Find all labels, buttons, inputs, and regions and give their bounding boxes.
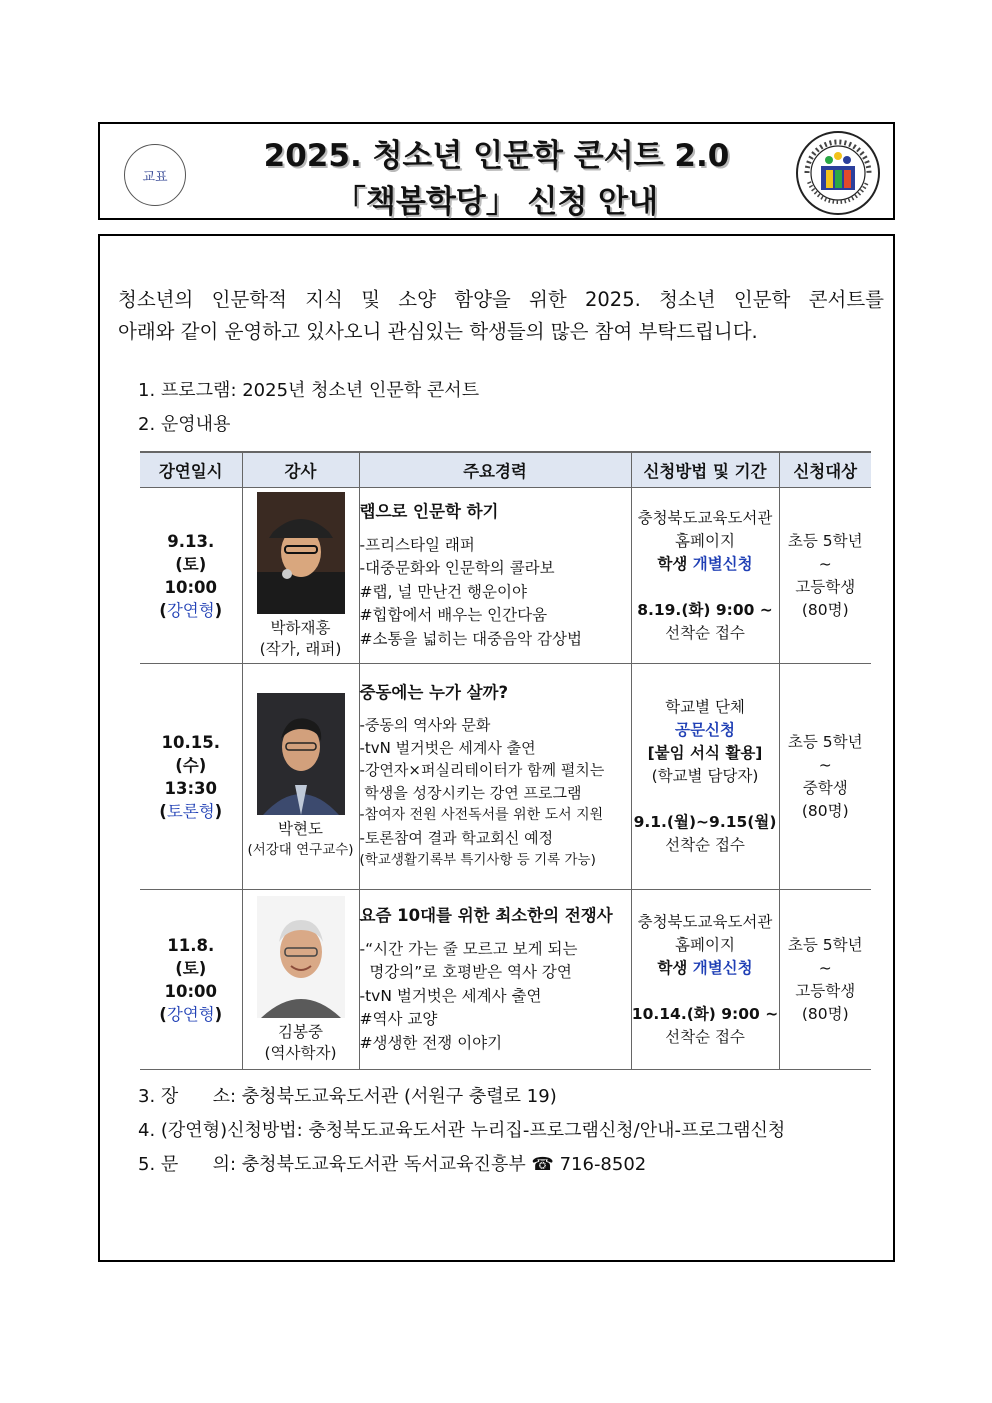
- apply-line: 홈페이지: [675, 531, 735, 550]
- career-line: #소통을 넓히는 대중음악 감상법: [359, 629, 582, 648]
- target-line: 초등 5학년: [787, 935, 863, 954]
- apply-order: 선착순 접수: [665, 1027, 745, 1046]
- apply-method: 개별신청: [692, 958, 753, 977]
- apply-order: 선착순 접수: [665, 836, 745, 854]
- speaker-role: (작가, 래퍼): [259, 639, 342, 658]
- apply-cell: [631, 488, 779, 664]
- apply-line: 홈페이지: [675, 935, 735, 954]
- session-type: 강연형: [166, 600, 215, 620]
- title-line-2: 「책봄학당」 신청 안내: [334, 184, 659, 220]
- apply-form: [붙임 서식 활용]: [647, 744, 763, 762]
- item-program: 1. 프로그램: 2025년 청소년 인문학 콘서트: [138, 380, 480, 401]
- library-logo-icon: [795, 130, 881, 216]
- table-row: [140, 664, 871, 890]
- contact-phone: 716-8502: [553, 1154, 647, 1175]
- session-type: 토론형: [166, 801, 215, 821]
- speaker-cell: [242, 664, 359, 890]
- career-line: -대중문화와 인문학의 콜라보: [359, 559, 555, 577]
- career-line: #랩, 널 만난건 행운이야: [359, 582, 527, 601]
- career-line: -프리스타일 래퍼: [359, 535, 475, 554]
- career-line: #생생한 전쟁 이야기: [359, 1033, 503, 1052]
- apply-method: 개별신청: [692, 554, 753, 573]
- table-row: [140, 890, 871, 1070]
- target-line: 고등학생: [795, 577, 856, 596]
- program-table: [140, 451, 871, 1070]
- main-content-box: [98, 234, 895, 1262]
- target-line: 초등 5학년: [787, 531, 863, 550]
- item-apply-method: 4. (강연형)신청방법: 충청북도교육도서관 누리집-프로그램신청/안내-프로그램신청: [138, 1120, 786, 1141]
- header-date: 강연일시: [140, 452, 242, 488]
- apply-period: 9.1.(월)~9.15(월): [633, 813, 777, 831]
- career-line: -tvN 벌거벗은 세계사 출연: [359, 986, 542, 1005]
- career-title: 중동에는 누가 살까?: [359, 682, 509, 702]
- day-text: (수): [175, 755, 207, 775]
- apply-cell: [631, 890, 779, 1070]
- date-text: 10.15.: [161, 732, 220, 752]
- career-line: -토론참여 결과 학교회신 예정: [359, 828, 554, 847]
- contact-text: 5. 문 의: 충청북도교육도서관 독서교육진흥부: [138, 1154, 532, 1175]
- apply-period: 10.14.(화) 9:00 ~: [631, 1004, 779, 1023]
- table-row: [140, 488, 871, 664]
- date-text: 9.13.: [167, 531, 215, 551]
- intro-line-2: 아래와 같이 운영하고 있사오니 관심있는 학생들의 많은 참여 부탁드립니다.: [118, 320, 758, 343]
- header-career: 주요경력: [359, 452, 631, 488]
- career-line: 명강의”로 호평받은 역사 강연: [359, 963, 572, 981]
- apply-line: 충청북도교육도서관: [637, 912, 773, 931]
- session-date: 10.15. (수) 13:30 (토론형): [140, 664, 242, 890]
- header-apply: 신청방법 및 기간: [631, 452, 779, 488]
- target-cell: [779, 890, 871, 1070]
- target-count: (80명): [801, 600, 849, 619]
- item-contact: [138, 1150, 646, 1176]
- target-line: ~: [818, 958, 832, 977]
- item-operation: 2. 운영내용: [138, 414, 231, 435]
- target-count: (80명): [801, 1004, 849, 1023]
- career-line: 학생을 성장시키는 강연 프로그램: [359, 783, 582, 802]
- speaker-name: 박현도: [278, 819, 323, 838]
- time-text: 10:00: [164, 981, 218, 1001]
- career-line: #힙합에서 배우는 인간다움: [359, 606, 548, 624]
- target-cell: [779, 664, 871, 890]
- apply-who: 학생: [657, 554, 693, 573]
- speaker-photo: [257, 896, 345, 1018]
- apply-method: 공문신청: [675, 721, 735, 739]
- time-text: 13:30: [164, 778, 218, 798]
- career-cell: [359, 890, 631, 1070]
- apply-order: 선착순 접수: [665, 623, 745, 642]
- career-line: -참여자 전원 사전독서를 위한 도서 지원: [359, 807, 604, 823]
- title-line-1: 2025. 청소년 인문학 콘서트 2.0: [263, 138, 730, 174]
- day-text: (토): [175, 958, 207, 978]
- target-line: 고등학생: [795, 981, 856, 1000]
- speaker-role: (서강대 연구교수): [247, 841, 354, 858]
- session-date: 11.8. (토) 10:00 (강연형): [140, 890, 242, 1070]
- session-date: 9.13. (토) 10:00 (강연형): [140, 488, 242, 664]
- speaker-role: (역사학자): [264, 1043, 337, 1062]
- time-text: 10:00: [164, 577, 218, 597]
- speaker-photo: [257, 693, 345, 815]
- career-cell: [359, 664, 631, 890]
- career-line: #역사 교양: [359, 1010, 438, 1028]
- apply-line: 충청북도교육도서관: [637, 508, 773, 527]
- speaker-name: 박하재홍: [270, 618, 331, 637]
- date-text: 11.8.: [167, 935, 215, 955]
- career-line: -중동의 역사와 문화: [359, 716, 491, 734]
- intro-line-1: 청소년의 인문학적 지식 및 소양 함양을 위한 2025. 청소년 인문학 콘서트를: [118, 288, 884, 311]
- apply-line: 학교별 단체: [665, 698, 745, 716]
- apply-period: 8.19.(화) 9:00 ~: [637, 600, 773, 619]
- header-speaker: 강사: [242, 452, 359, 488]
- school-emblem-badge: 교표: [124, 144, 186, 206]
- speaker-cell: [242, 488, 359, 664]
- career-cell: [359, 488, 631, 664]
- speaker-cell: [242, 890, 359, 1070]
- target-line: 초등 5학년: [787, 732, 863, 751]
- career-line: (학교생활기록부 특기사항 등 기록 가능): [359, 852, 596, 868]
- career-title: 랩으로 인문학 하기: [359, 502, 499, 521]
- target-cell: [779, 488, 871, 664]
- day-text: (토): [175, 554, 207, 574]
- header-box: [98, 122, 895, 220]
- target-line: 중학생: [802, 778, 848, 797]
- career-line: -강연자×퍼실리테이터가 함께 펼치는: [359, 761, 605, 779]
- apply-contact: (학교별 담당자): [651, 767, 759, 785]
- target-line: ~: [818, 755, 832, 774]
- speaker-photo: [257, 492, 345, 614]
- target-line: ~: [818, 554, 832, 573]
- apply-cell: [631, 664, 779, 890]
- career-line: -tvN 벌거벗은 세계사 출연: [359, 738, 536, 757]
- career-line: -“시간 가는 줄 모르고 보게 되는: [359, 939, 578, 958]
- item-location: 3. 장 소: 충청북도교육도서관 (서원구 충렬로 19): [138, 1086, 557, 1107]
- session-type: 강연형: [166, 1004, 215, 1024]
- intro-paragraph: [118, 284, 884, 348]
- speaker-name: 김봉중: [278, 1022, 323, 1041]
- phone-icon: ☎: [531, 1154, 554, 1175]
- career-title: 요즘 10대를 위한 최소한의 전쟁사: [359, 906, 613, 925]
- header-target: 신청대상: [779, 452, 871, 488]
- target-count: (80명): [801, 801, 849, 820]
- table-header-row: [140, 452, 871, 488]
- apply-who: 학생: [657, 958, 693, 977]
